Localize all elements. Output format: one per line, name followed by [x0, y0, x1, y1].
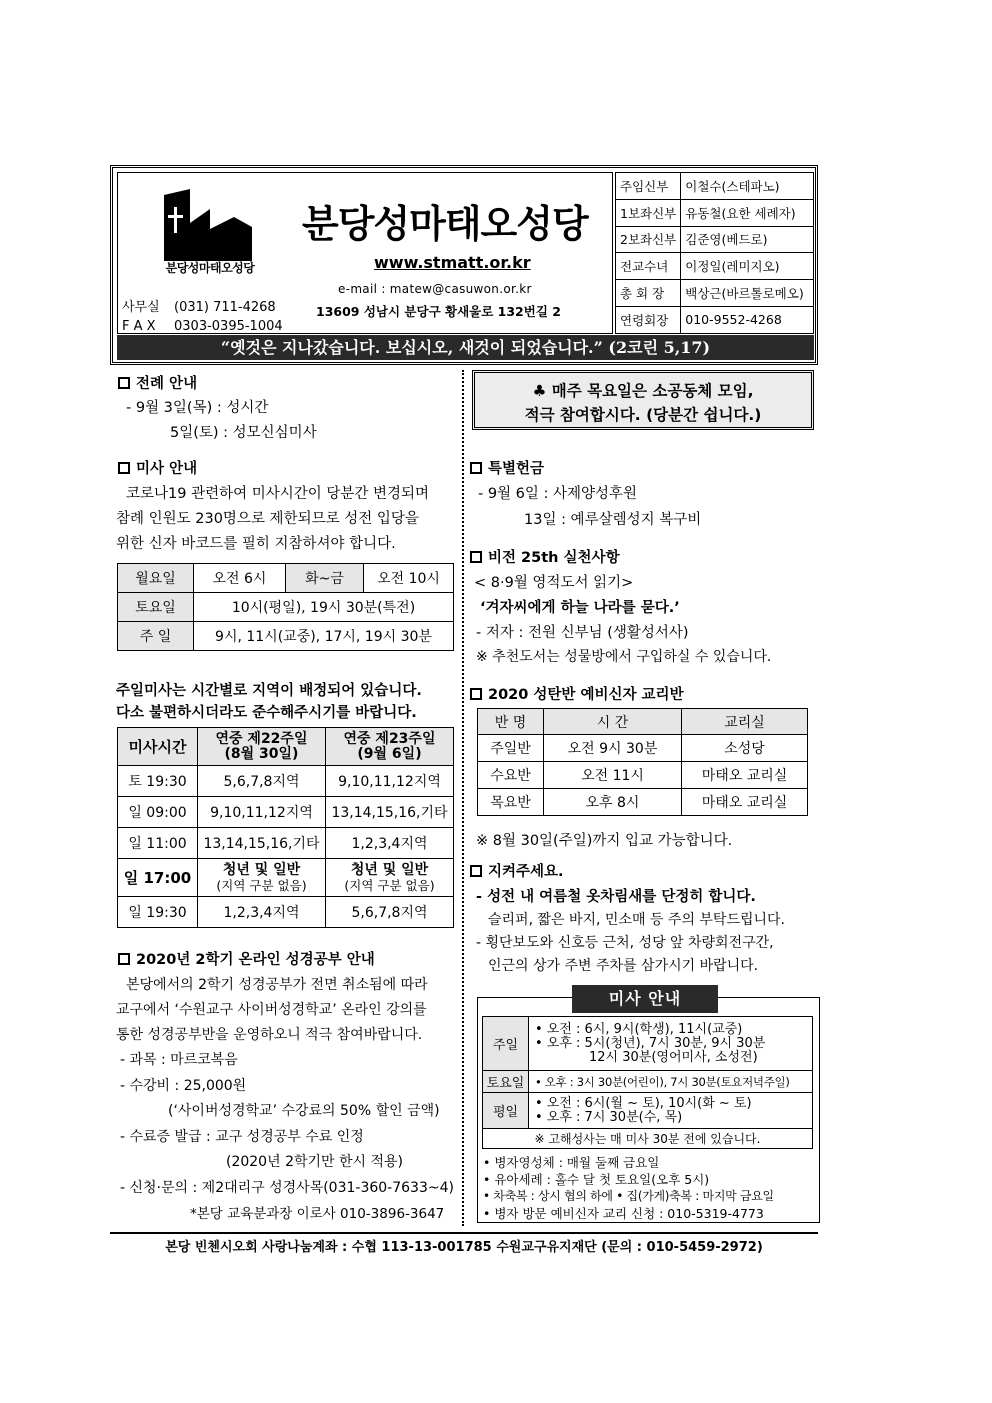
table-cell: 9시, 11시(교중), 17시, 19시 30분	[194, 622, 454, 651]
section-bullet-icon	[470, 688, 482, 700]
table-header: 교리실	[682, 709, 808, 735]
offering-line: - 9월 6일 : 사제양성후원	[478, 486, 638, 502]
liturgy-title: 전례 안내	[118, 372, 197, 393]
notice-line: ♣ 매주 목요일은 소공동체 모임,	[532, 382, 754, 400]
section-bullet-icon	[118, 377, 130, 389]
fax-number: 0303-0395-1004	[174, 319, 283, 334]
mass-schedule-table	[117, 563, 454, 651]
table-cell: 주일	[483, 1017, 529, 1071]
table-row	[118, 593, 454, 622]
online-bible-title: 2020년 2학기 온라인 성경공부 안내	[118, 948, 375, 969]
table-cell: 오전 11시	[544, 762, 682, 789]
online-bible-apply: - 신청·문의 : 제2대리구 성경사목(031-360-7633~4)	[120, 1180, 454, 1196]
table-row	[478, 789, 808, 816]
notice-line: 적극 참여합시다. (당분간 쉽니다.)	[524, 406, 762, 424]
church-logo-icon	[160, 187, 256, 263]
keep-line: 인근의 상가 주변 주차를 삼가시기 바랍니다.	[488, 958, 759, 974]
staff-name: 이정일(레미지오)	[681, 253, 814, 280]
table-cell: 일 11:00	[118, 828, 198, 859]
table-row	[118, 564, 454, 593]
staff-name: 이철수(스테파노)	[681, 173, 814, 200]
liturgy-line: 5일(토) : 성모신심미사	[170, 425, 317, 441]
keep-line: - 횡단보도와 신호등 근처, 성당 앞 차량회전구간,	[476, 935, 774, 951]
online-bible-fee-note: (‘사이버성경학교’ 수강료의 50% 할인 금액)	[168, 1103, 440, 1119]
table-cell: 소성당	[682, 735, 808, 762]
table-cell: 주일반	[478, 735, 544, 762]
table-cell: 오후 8시	[544, 789, 682, 816]
table-header: 연중 제23주일 (9월 6일)	[326, 728, 454, 766]
vision-line: ※ 추천도서는 성물방에서 구입하실 수 있습니다.	[476, 649, 772, 665]
office-phone: (031) 711-4268	[174, 300, 276, 315]
section-bullet-icon	[118, 953, 130, 965]
staff-row	[616, 226, 814, 253]
mass-info-text: 위한 신자 바코드를 필히 지참하셔야 합니다.	[116, 536, 396, 552]
table-cell: 5,6,7,8지역	[326, 897, 454, 928]
online-bible-fee: - 수강비 : 25,000원	[120, 1078, 247, 1094]
table-row	[483, 1129, 813, 1149]
table-row	[118, 897, 454, 928]
mass-info-text: 코로나19 관련하여 미사시간이 당분간 변경되며	[126, 486, 430, 502]
vision-line: < 8·9월 영적도서 읽기>	[474, 575, 634, 591]
table-cell: 일 19:30	[118, 897, 198, 928]
offering-line: 13일 : 예루살렘성지 복구비	[524, 512, 702, 528]
staff-row	[616, 280, 814, 307]
table-cell: 오전 9시 30분	[544, 735, 682, 762]
table-header: 시 간	[544, 709, 682, 735]
office-contacts	[122, 298, 283, 336]
section-bullet-icon	[470, 865, 482, 877]
church-name: 분당성마태오성당	[302, 202, 588, 246]
table-cell: 청년 및 일반 (지역 구분 없음)	[326, 859, 454, 897]
table-cell: 평일	[483, 1093, 529, 1129]
motto-banner: “옛것은 지나갔습니다. 보십시오, 새것이 되었습니다.” (2코린 5,17)	[117, 335, 814, 360]
list-item: • 병자영성체 : 매월 둘째 금요일	[483, 1155, 660, 1170]
staff-role: 전교수녀	[616, 253, 681, 280]
online-bible-text: 교구에서 ‘수원교구 사이버성경학교’ 온라인 강의를	[116, 1002, 427, 1018]
table-row	[118, 766, 454, 797]
church-address: 13609 성남시 분당구 황새울로 132번길 2	[316, 304, 561, 319]
table-header: 미사시간	[118, 728, 198, 766]
small-community-notice	[472, 370, 814, 430]
table-cell: 월요일	[118, 564, 194, 593]
staff-row	[616, 253, 814, 280]
footer-divider	[110, 1232, 818, 1234]
keep-line: 슬리퍼, 짧은 바지, 민소매 등 주의 부탁드립니다.	[488, 912, 786, 928]
online-bible-cert: - 수료증 발급 : 교구 성경공부 수료 인정	[120, 1129, 364, 1145]
table-header-row	[118, 728, 454, 766]
vision-line: - 저자 : 전원 신부님 (생활성서사)	[476, 625, 689, 641]
online-bible-subject: - 과목 : 마르코복음	[120, 1052, 238, 1068]
table-row	[478, 735, 808, 762]
section-bullet-icon	[470, 551, 482, 563]
staff-row	[616, 173, 814, 200]
table-cell: 토요일	[118, 593, 194, 622]
table-cell: 9,10,11,12지역	[198, 797, 326, 828]
catechumen-title: 2020 성탄반 예비신자 교리반	[470, 683, 684, 704]
table-cell: 마태오 교리실	[682, 762, 808, 789]
table-cell: 주 일	[118, 622, 194, 651]
online-bible-contact: *본당 교육분과장 이로사 010-3896-3647	[190, 1206, 445, 1222]
footer-account-info: 본당 빈첸시오회 사랑나눔계좌 : 수협 113-13-001785 수원교구유지재단 (문의 : 010-5459-2972)	[165, 1240, 763, 1255]
office-label: 사무실	[122, 300, 160, 315]
table-row	[483, 1093, 813, 1129]
section-bullet-icon	[470, 462, 482, 474]
list-item: • 차축복 : 상시 협의 하에 • 집(가게)축복 : 마지막 금요일	[483, 1189, 774, 1203]
table-cell: 1,2,3,4지역	[198, 897, 326, 928]
staff-name: 백상근(바르톨로메오)	[681, 280, 814, 307]
table-cell: 청년 및 일반 (지역 구분 없음)	[198, 859, 326, 897]
table-row	[118, 797, 454, 828]
column-divider	[462, 370, 464, 1226]
table-cell: 토요일	[483, 1071, 529, 1093]
staff-role: 연령회장	[616, 306, 681, 333]
keep-line: - 성전 내 여름철 옷차림새를 단정히 합니다.	[476, 889, 756, 905]
table-cell: • 오전 : 6시, 9시(학생), 11시(교중) • 오후 : 5시(청년), 7시 30분, 9시 30분 12시 30분(영어미사, 소성전)	[529, 1017, 813, 1071]
table-cell: 10시(평일), 19시 30분(특전)	[194, 593, 454, 622]
table-cell: 오전 10시	[364, 564, 454, 593]
mass-info-text: 참례 인원도 230명으로 제한되므로 성전 입당을	[116, 511, 419, 527]
online-bible-text: 통한 성경공부반을 운영하오니 적극 참여바랍니다.	[116, 1027, 423, 1043]
table-cell: 1,2,3,4지역	[326, 828, 454, 859]
table-cell: 13,14,15,16,기타	[326, 797, 454, 828]
table-row	[483, 1071, 813, 1093]
table-row	[118, 622, 454, 651]
mass-guide-notes	[483, 1154, 774, 1222]
staff-role: 주임신부	[616, 173, 681, 200]
zone-note: 다소 불편하시더라도 준수해주시기를 바랍니다.	[116, 705, 417, 721]
table-header-row	[478, 709, 808, 735]
catechumen-table	[477, 708, 808, 816]
table-row	[118, 859, 454, 897]
vision-book-title: ‘겨자씨에게 하늘 나라를 묻다.’	[480, 600, 680, 616]
mass-info-title: 미사 안내	[118, 457, 197, 478]
staff-table	[615, 172, 814, 334]
table-cell: • 오후 : 3시 30분(어린이), 7시 30분(토요저녁주일)	[529, 1071, 813, 1093]
table-cell: 목요반	[478, 789, 544, 816]
table-row	[118, 828, 454, 859]
online-bible-cert-note: (2020년 2학기만 한시 적용)	[226, 1154, 404, 1170]
table-row	[483, 1017, 813, 1071]
mass-guide-table	[482, 1016, 813, 1149]
table-cell: 마태오 교리실	[682, 789, 808, 816]
table-cell: 수요반	[478, 762, 544, 789]
section-bullet-icon	[118, 462, 130, 474]
table-row	[478, 762, 808, 789]
table-cell: 13,14,15,16,기타	[198, 828, 326, 859]
table-cell: 9,10,11,12지역	[326, 766, 454, 797]
catechumen-note: ※ 8월 30일(주일)까지 입교 가능합니다.	[476, 833, 733, 849]
table-cell: 토 19:30	[118, 766, 198, 797]
table-cell: 일 09:00	[118, 797, 198, 828]
website-link[interactable]: www.stmatt.or.kr	[374, 253, 531, 272]
staff-role: 2보좌신부	[616, 226, 681, 253]
table-cell: 일 17:00	[118, 859, 198, 897]
table-cell: 5,6,7,8지역	[198, 766, 326, 797]
staff-name: 유동철(요한 세례자)	[681, 199, 814, 226]
sunday-zone-table	[117, 727, 454, 928]
staff-role: 총 회 장	[616, 280, 681, 307]
staff-row	[616, 199, 814, 226]
staff-row	[616, 306, 814, 333]
table-cell: 오전 6시	[194, 564, 286, 593]
keep-title: 지켜주세요.	[470, 860, 564, 881]
table-header: 반 명	[478, 709, 544, 735]
table-cell: • 오전 : 6시(월 ~ 토), 10시(화 ~ 토) • 오후 : 7시 30분(수, 목)	[529, 1093, 813, 1129]
staff-role: 1보좌신부	[616, 199, 681, 226]
table-header: 연중 제22주일 (8월 30일)	[198, 728, 326, 766]
fax-label: F A X	[122, 319, 156, 334]
vision-title: 비전 25th 실천사항	[470, 546, 620, 567]
bulletin-header	[110, 165, 818, 365]
staff-name: 010-9552-4268	[681, 306, 814, 333]
list-item: • 병자 방문 예비신자 교리 신청 : 010-5319-4773	[483, 1206, 764, 1221]
table-cell: ※ 고해성사는 매 미사 30분 전에 있습니다.	[483, 1129, 813, 1149]
online-bible-text: 본당에서의 2학기 성경공부가 전면 취소됨에 따라	[126, 977, 428, 993]
staff-name: 김준영(베드로)	[681, 226, 814, 253]
list-item: • 유아세례 : 홀수 달 첫 토요일(오후 5시)	[483, 1172, 710, 1187]
logo-text: 분당성마태오성당	[165, 261, 255, 275]
mass-guide-title: 미사 안내	[572, 985, 718, 1013]
header-info-panel	[117, 172, 613, 334]
table-cell: 화~금	[286, 564, 364, 593]
offering-title: 특별헌금	[470, 457, 544, 478]
email-address: e-mail : matew@casuwon.or.kr	[338, 282, 532, 296]
liturgy-line: - 9월 3일(목) : 성시간	[126, 400, 269, 416]
zone-note: 주일미사는 시간별로 지역이 배정되어 있습니다.	[116, 683, 422, 699]
